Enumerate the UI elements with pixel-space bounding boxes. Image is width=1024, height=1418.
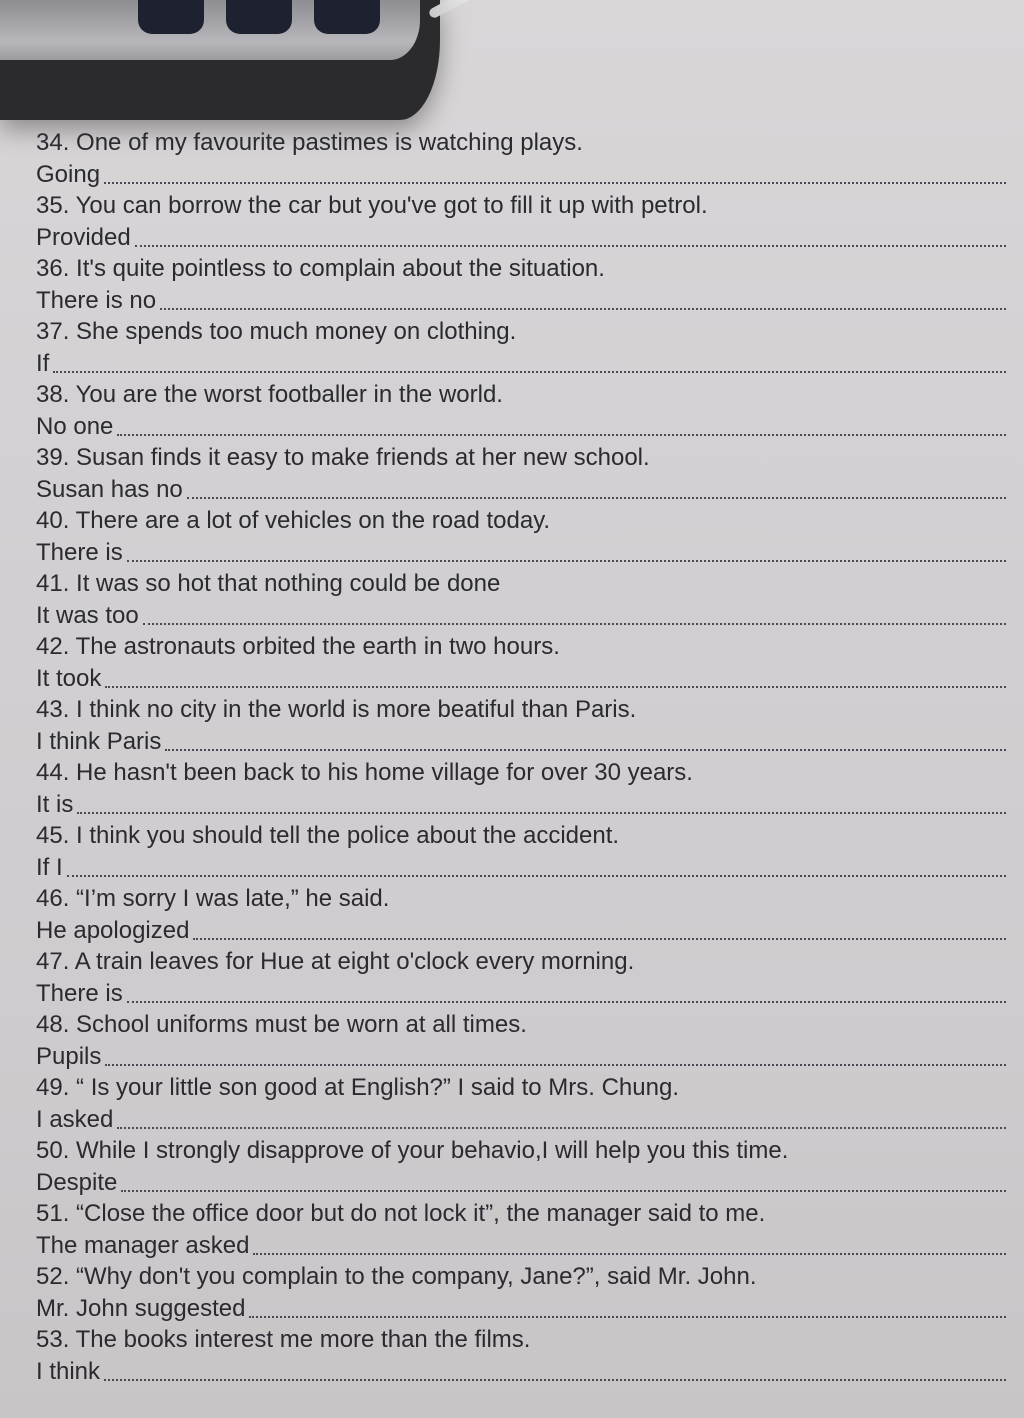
exercise-item-51 [0,1199,1024,1263]
calculator-body [0,0,420,60]
answer-line[interactable] [36,916,1006,946]
answer-stem: I think [36,1358,101,1385]
dotted-line [165,749,1006,751]
answer-line[interactable] [36,349,1006,379]
exercise-prompt: 39. Susan finds it easy to make friends at her new school. [36,444,650,471]
calculator-key [226,0,292,34]
answer-stem: It was too [36,602,139,629]
dotted-line [127,1001,1006,1003]
answer-stem: There is [36,980,123,1007]
exercise-prompt: 46. “I’m sorry I was late,” he said. [36,885,390,912]
answer-stem: It took [36,665,102,692]
exercise-item-42 [0,632,1024,696]
answer-line[interactable] [36,790,1006,820]
exercise-item-43 [0,695,1024,759]
dotted-line [67,875,1006,877]
exercise-item-50 [0,1136,1024,1200]
answer-stem: Mr. John suggested [36,1295,246,1322]
calculator-key [314,0,380,34]
pen-tip [428,0,530,19]
exercise-prompt: 51. “Close the office door but do not lock it”, the manager said to me. [36,1200,766,1227]
dotted-line [53,371,1006,373]
answer-line[interactable] [36,1357,1006,1387]
exercise-prompt: 38. You are the worst footballer in the world. [36,381,503,408]
exercise-item-53 [0,1325,1024,1389]
worksheet [0,118,1024,1418]
exercise-item-39 [0,443,1024,507]
dotted-line [105,686,1006,688]
dotted-line [143,623,1006,625]
exercise-prompt: 50. While I strongly disapprove of your behavio,I will help you this time. [36,1137,789,1164]
answer-stem: If I [36,854,63,881]
exercise-item-47 [0,947,1024,1011]
exercise-prompt: 36. It's quite pointless to complain about the situation. [36,255,605,282]
exercise-prompt: 34. One of my favourite pastimes is watching plays. [36,129,583,156]
answer-stem: There is no [36,287,157,314]
answer-line[interactable] [36,979,1006,1009]
answer-line[interactable] [36,727,1006,757]
exercise-item-52 [0,1262,1024,1326]
exercise-item-48 [0,1010,1024,1074]
dotted-line [77,812,1006,814]
dotted-line [104,1379,1006,1381]
exercise-prompt: 48. School uniforms must be worn at all times. [36,1011,527,1038]
answer-stem: Provided [36,224,131,251]
exercise-prompt: 42. The astronauts orbited the earth in two hours. [36,633,560,660]
dotted-line [193,938,1006,940]
dotted-line [187,497,1006,499]
exercise-prompt: 44. He hasn't been back to his home village for over 30 years. [36,759,693,786]
exercise-item-36 [0,254,1024,318]
exercise-prompt: 40. There are a lot of vehicles on the road today. [36,507,551,534]
answer-stem: Susan has no [36,476,183,503]
exercise-item-49 [0,1073,1024,1137]
dotted-line [249,1316,1006,1318]
dotted-line [160,308,1006,310]
dotted-line [253,1253,1006,1255]
exercise-item-35 [0,191,1024,255]
dotted-line [121,1190,1006,1192]
answer-stem: I think Paris [36,728,162,755]
answer-stem: There is [36,539,123,566]
dotted-line [117,434,1006,436]
exercise-prompt: 53. The books interest me more than the films. [36,1326,531,1353]
answer-stem: The manager asked [36,1232,250,1259]
exercise-item-45 [0,821,1024,885]
answer-stem: Pupils [36,1043,102,1070]
answer-stem: Going [36,161,101,188]
answer-stem: If [36,350,50,377]
exercise-prompt: 41. It was so hot that nothing could be done [36,570,501,597]
answer-stem: Despite [36,1169,118,1196]
exercise-item-41 [0,569,1024,633]
answer-stem: No one [36,413,114,440]
answer-line[interactable] [36,1231,1006,1261]
dotted-line [117,1127,1006,1129]
exercise-prompt: 47. A train leaves for Hue at eight o'clock every morning. [36,948,635,975]
answer-line[interactable] [36,1294,1006,1324]
exercise-prompt: 49. “ Is your little son good at English?” I said to Mrs. Chung. [36,1074,679,1101]
answer-stem: It is [36,791,74,818]
exercise-prompt: 52. “Why don't you complain to the company, Jane?”, said Mr. John. [36,1263,757,1290]
dotted-line [105,1064,1006,1066]
answer-line[interactable] [36,853,1006,883]
answer-line[interactable] [36,1105,1006,1135]
answer-line[interactable] [36,412,1006,442]
answer-line[interactable] [36,223,1006,253]
exercise-item-38 [0,380,1024,444]
exercise-prompt: 37. She spends too much money on clothing. [36,318,517,345]
answer-line[interactable] [36,538,1006,568]
exercise-item-44 [0,758,1024,822]
answer-line[interactable] [36,1042,1006,1072]
answer-line[interactable] [36,475,1006,505]
answer-stem: I asked [36,1106,114,1133]
answer-line[interactable] [36,1168,1006,1198]
exercise-item-37 [0,317,1024,381]
exercise-item-40 [0,506,1024,570]
calculator-key [138,0,204,34]
dotted-line [104,182,1006,184]
exercise-prompt: 45. I think you should tell the police about the accident. [36,822,620,849]
answer-stem: He apologized [36,917,190,944]
exercise-prompt: 35. You can borrow the car but you've got to fill it up with petrol. [36,192,708,219]
dotted-line [135,245,1006,247]
exercise-item-46 [0,884,1024,948]
dotted-line [127,560,1006,562]
answer-line[interactable] [36,664,1006,694]
answer-line[interactable] [36,601,1006,631]
exercise-item-34 [0,128,1024,192]
answer-line[interactable] [36,286,1006,316]
exercise-prompt: 43. I think no city in the world is more beatiful than Paris. [36,696,637,723]
answer-line[interactable] [36,160,1006,190]
